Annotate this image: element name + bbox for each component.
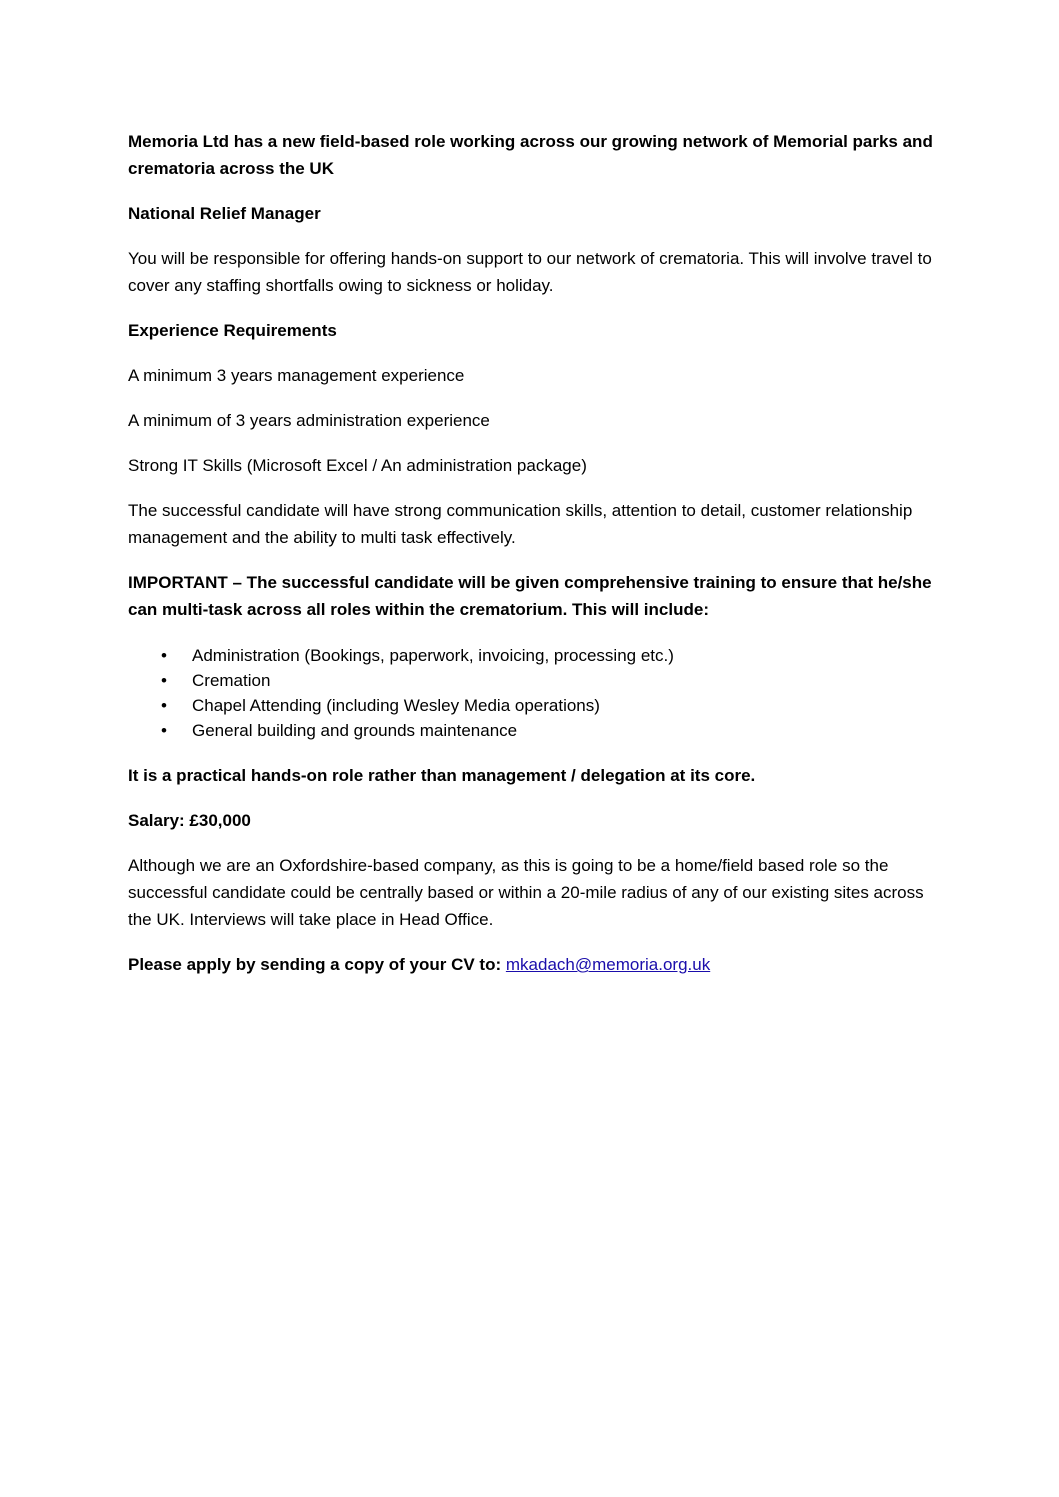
location-info: Although we are an Oxfordshire-based company, as this is going to be a home/field based role so the successful candidate could be centrally based or within a 20-mile radius of any of our existing sites across the UK. Interviews will take place in Head Office. xyxy=(128,856,924,929)
list-item xyxy=(128,668,938,693)
list-item-text: Administration (Bookings, paperwork, invoicing, processing etc.) xyxy=(192,646,674,665)
list-item-text: Chapel Attending (including Wesley Media operations) xyxy=(192,696,600,715)
important-note: IMPORTANT – The successful candidate will be given comprehensive training to ensure that he/she can multi-task across all roles within the crematorium. This will include: xyxy=(128,573,932,619)
role-nature: It is a practical hands-on role rather than management / delegation at its core. xyxy=(128,766,756,785)
requirement-item: A minimum of 3 years administration experience xyxy=(128,411,490,430)
job-title: National Relief Manager xyxy=(128,204,321,223)
apply-email-link[interactable]: mkadach@memoria.org.uk xyxy=(505,955,711,974)
training-list xyxy=(128,643,938,743)
list-item-text: Cremation xyxy=(192,671,271,690)
list-item-text: General building and grounds maintenance xyxy=(192,721,518,740)
apply-label: Please apply by sending a copy of your CV to: xyxy=(128,955,506,974)
candidate-skills: The successful candidate will have strong communication skills, attention to detail, customer relationship management and the ability to multi task effectively. xyxy=(128,501,913,547)
intro-heading: Memoria Ltd has a new field-based role working across our growing network of Memorial parks and crematoria across the UK xyxy=(128,132,933,178)
requirement-item: Strong IT Skills (Microsoft Excel / An administration package) xyxy=(128,456,587,475)
bullet-icon: • xyxy=(161,646,167,665)
role-summary: You will be responsible for offering hands-on support to our network of crematoria. This will involve travel to cover any staffing shortfalls owing to sickness or holiday. xyxy=(128,249,932,295)
requirement-item: A minimum 3 years management experience xyxy=(128,366,465,385)
apply-instructions xyxy=(128,951,938,978)
bullet-icon: • xyxy=(161,671,167,690)
list-item xyxy=(128,693,938,718)
salary: Salary: £30,000 xyxy=(128,811,251,830)
bullet-icon: • xyxy=(161,721,167,740)
experience-heading: Experience Requirements xyxy=(128,321,337,340)
list-item xyxy=(128,643,938,668)
bullet-icon: • xyxy=(161,696,167,715)
list-item xyxy=(128,718,938,743)
document-body xyxy=(128,128,938,996)
